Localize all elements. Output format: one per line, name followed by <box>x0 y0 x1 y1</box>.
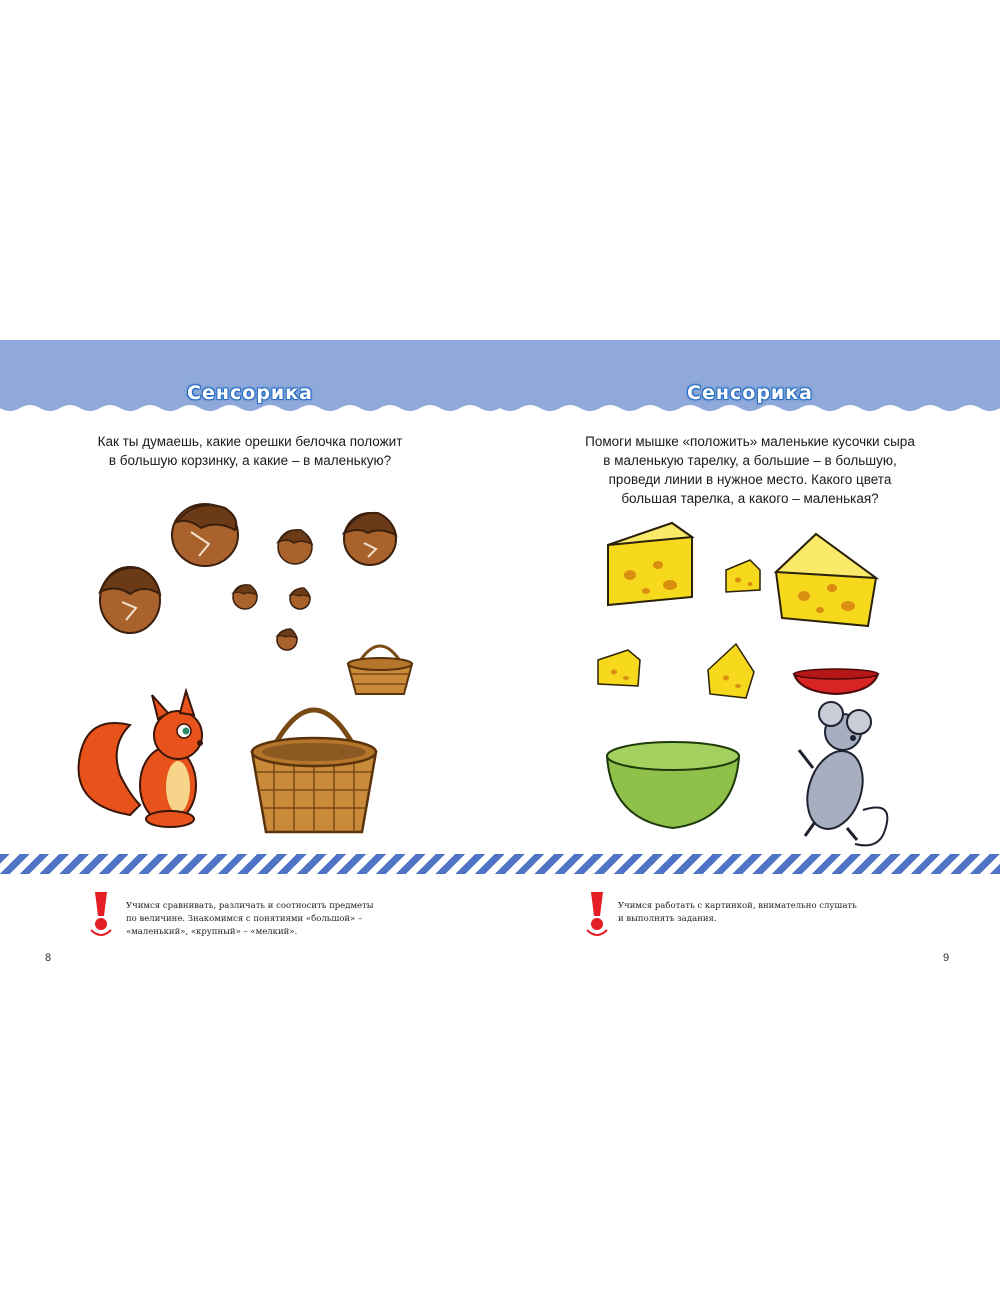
page-title: Сенсорика <box>187 382 313 404</box>
task-text: Как ты думаешь, какие орешки белочка положит в большую корзинку, а какие – в маленькую? <box>97 434 403 468</box>
mouse-icon <box>798 702 887 845</box>
parent-note-mark-icon <box>88 890 114 940</box>
cheese-icon <box>776 534 876 626</box>
hazelnut-icon <box>290 588 310 609</box>
squirrel-icon <box>79 691 203 827</box>
basket-icon <box>348 646 412 694</box>
cheese-icon <box>598 650 640 686</box>
page-title: Сенсорика <box>687 382 813 404</box>
hazelnut-icon <box>233 585 257 609</box>
divider-stripe <box>0 854 1000 874</box>
book-spread <box>0 340 1000 980</box>
page-number: 8 <box>45 952 52 964</box>
task-text: Помоги мышке «положить» маленькие кусочки сыра в маленькую тарелку, а большие – в большую, проведи линии в нужное место. Какого цвета большая тарелка, а какого – маленькая? <box>585 434 915 506</box>
parent-note: Учимся работать с картинкой, внимательно слушать и выполнять задания. <box>618 901 857 924</box>
basket-icon <box>252 710 376 832</box>
cheese-icon <box>608 523 692 605</box>
plate-icon <box>794 669 878 694</box>
hazelnut-icon <box>100 567 160 633</box>
left-page <box>0 340 500 980</box>
hazelnut-icon <box>277 629 297 650</box>
cheese-illustration <box>500 340 1000 860</box>
hazelnut-icon <box>278 530 312 564</box>
parent-note: Учимся сравнивать, различать и соотносить предметы по величине. Знакомимся с понятиями «большой» – «маленький», «крупный» – «мелкий». <box>126 901 374 937</box>
right-page <box>500 340 1000 980</box>
hazelnut-icon <box>344 513 396 565</box>
plate-icon <box>607 742 739 828</box>
parent-note-mark-icon <box>584 890 610 940</box>
page-number: 9 <box>943 952 950 964</box>
cheese-icon <box>726 560 760 592</box>
nuts-illustration <box>0 340 500 860</box>
cheese-icon <box>708 644 754 698</box>
hazelnut-icon <box>172 504 238 566</box>
